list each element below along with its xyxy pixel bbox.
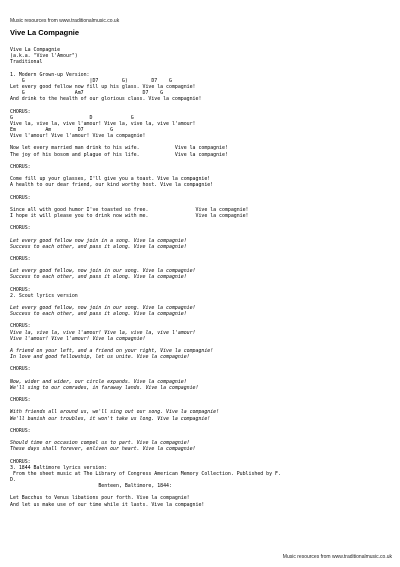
chorus-marker: CHORUS: <box>10 458 31 465</box>
chorus-marker: CHORUS: <box>10 163 31 170</box>
lyric-line: And drink to the health of our glorious class. Vive la compagnie! <box>10 96 202 103</box>
lyric-line: D. <box>10 476 16 483</box>
lyric-line: Traditional <box>10 59 43 66</box>
chorus-marker: CHORUS: <box>10 108 31 115</box>
lyric-line: With friends all around us, we'll sing out our song. Vive la compagnie! <box>10 409 220 416</box>
lyric-line: G Am7 D7 G <box>10 90 164 97</box>
chorus-marker: CHORUS: <box>10 397 31 404</box>
lyric-line: G |D7 G) D7 G <box>10 77 172 84</box>
lyric-line: A health to our dear friend, our kind worthy host. Vive la compagnie! <box>10 182 214 189</box>
lyric-line: In love and good fellowship, let us unite. Vive la compagnie! <box>10 354 190 361</box>
lyric-line: Success to each other, and pass it along. Vive la compagnie! <box>10 274 187 281</box>
lyric-line: Now, wider and wider, our circle expands. Vive la compagnie! <box>10 378 187 385</box>
song-title: Vive La Compagnie <box>10 28 80 37</box>
lyric-line: Should time or occasion compel us to part. Vive la compagnie! <box>10 440 190 447</box>
lyric-line: We'll sing to our comrades, in faraway lands. Vive la compagnie! <box>10 384 199 391</box>
lyric-line: Since all with good humor I've toasted so free. Vive la compagnie! <box>10 206 249 213</box>
lyric-line: Em Am D7 G <box>10 126 114 133</box>
lyric-line: Vive la, vive la, vive l'amour! Vive la, vive la, vive l'amour! <box>10 329 196 336</box>
lyric-line: A friend on your left, and a friend on your right, Vive la compagnie! <box>10 348 214 355</box>
lyric-line: Let every good fellow, now join in our song. Vive la compagnie! <box>10 305 196 312</box>
lyric-line: Vive l'amour! Vive l'amour! Vive la compagnie! <box>10 335 146 342</box>
lyric-line: Success to each other, and pass it along. Vive la compagnie! <box>10 311 187 318</box>
lyric-line: 2. Scout lyrics version <box>10 292 78 299</box>
lyrics-body <box>10 41 394 508</box>
lyric-line: From the sheet music at The Library of Congress American Memory Collection. Published by F. <box>10 470 281 477</box>
lyric-line: The joy of his bosom and plague of his life. Vive la compagnie! <box>10 151 228 158</box>
chorus-marker: CHORUS: <box>10 427 31 434</box>
chorus-marker: CHORUS: <box>10 323 31 330</box>
lyric-line: Let every good fellow now join in a song. Vive la compagnie! <box>10 237 187 244</box>
lyric-line: Benteen, Baltimore, 1844: <box>10 483 172 490</box>
lyric-line: Success to each other, and pass it along. Vive la compagnie! <box>10 243 187 250</box>
lyric-line: Vive l'amour! Vive l'amour! Vive la compagnie! <box>10 133 146 140</box>
lyric-line: Come fill up your glasses, I'll give you a toast. Vive la compagnie! <box>10 176 211 183</box>
page-header-credit: Music resources from www.traditionalmusic.co.uk <box>10 18 120 24</box>
lyric-line: Vive la, vive la, vive l'amour! Vive la, vive la, vive l'amour! <box>10 120 196 127</box>
lyric-line: Vive La Compagnie <box>10 47 61 54</box>
lyric-line: 3. 1844 Baltimore lyrics version: <box>10 464 108 471</box>
chorus-marker: CHORUS: <box>10 286 31 293</box>
lyric-line: Let Bacchus to Venus libations pour forth. Vive la compagnie! <box>10 495 190 502</box>
lyric-line: Now let every married man drink to his wife. Vive la compagnie! <box>10 145 228 152</box>
page-footer-credit: Music resources from www.traditionalmusic.co.uk <box>282 554 392 560</box>
lyric-line: And let us make use of our time while it lasts. Vive la compagnie! <box>10 501 205 508</box>
lyric-line: We'll banish our troubles, it won't take us long. Vive la compagnie! <box>10 415 211 422</box>
lyric-line: I hope it will please you to drink now with me. Vive la compagnie! <box>10 212 249 219</box>
lyric-line: Let every good fellow now fill up his glass. Vive la compagnie! <box>10 83 196 90</box>
lyric-line: These days shall forever, enliven our heart. Vive la compagnie! <box>10 446 196 453</box>
lyric-line: G D G <box>10 114 134 121</box>
chorus-marker: CHORUS: <box>10 366 31 373</box>
chorus-marker: CHORUS: <box>10 225 31 232</box>
lyric-line: 1. Modern Grown-up Version: <box>10 71 90 78</box>
chorus-marker: CHORUS: <box>10 194 31 201</box>
lyric-line: Let every good fellow, now join in our song. Vive la compagnie! <box>10 268 196 275</box>
lyric-line: (a.k.a. "Vive l'Amour") <box>10 53 78 60</box>
chorus-marker: CHORUS: <box>10 255 31 262</box>
